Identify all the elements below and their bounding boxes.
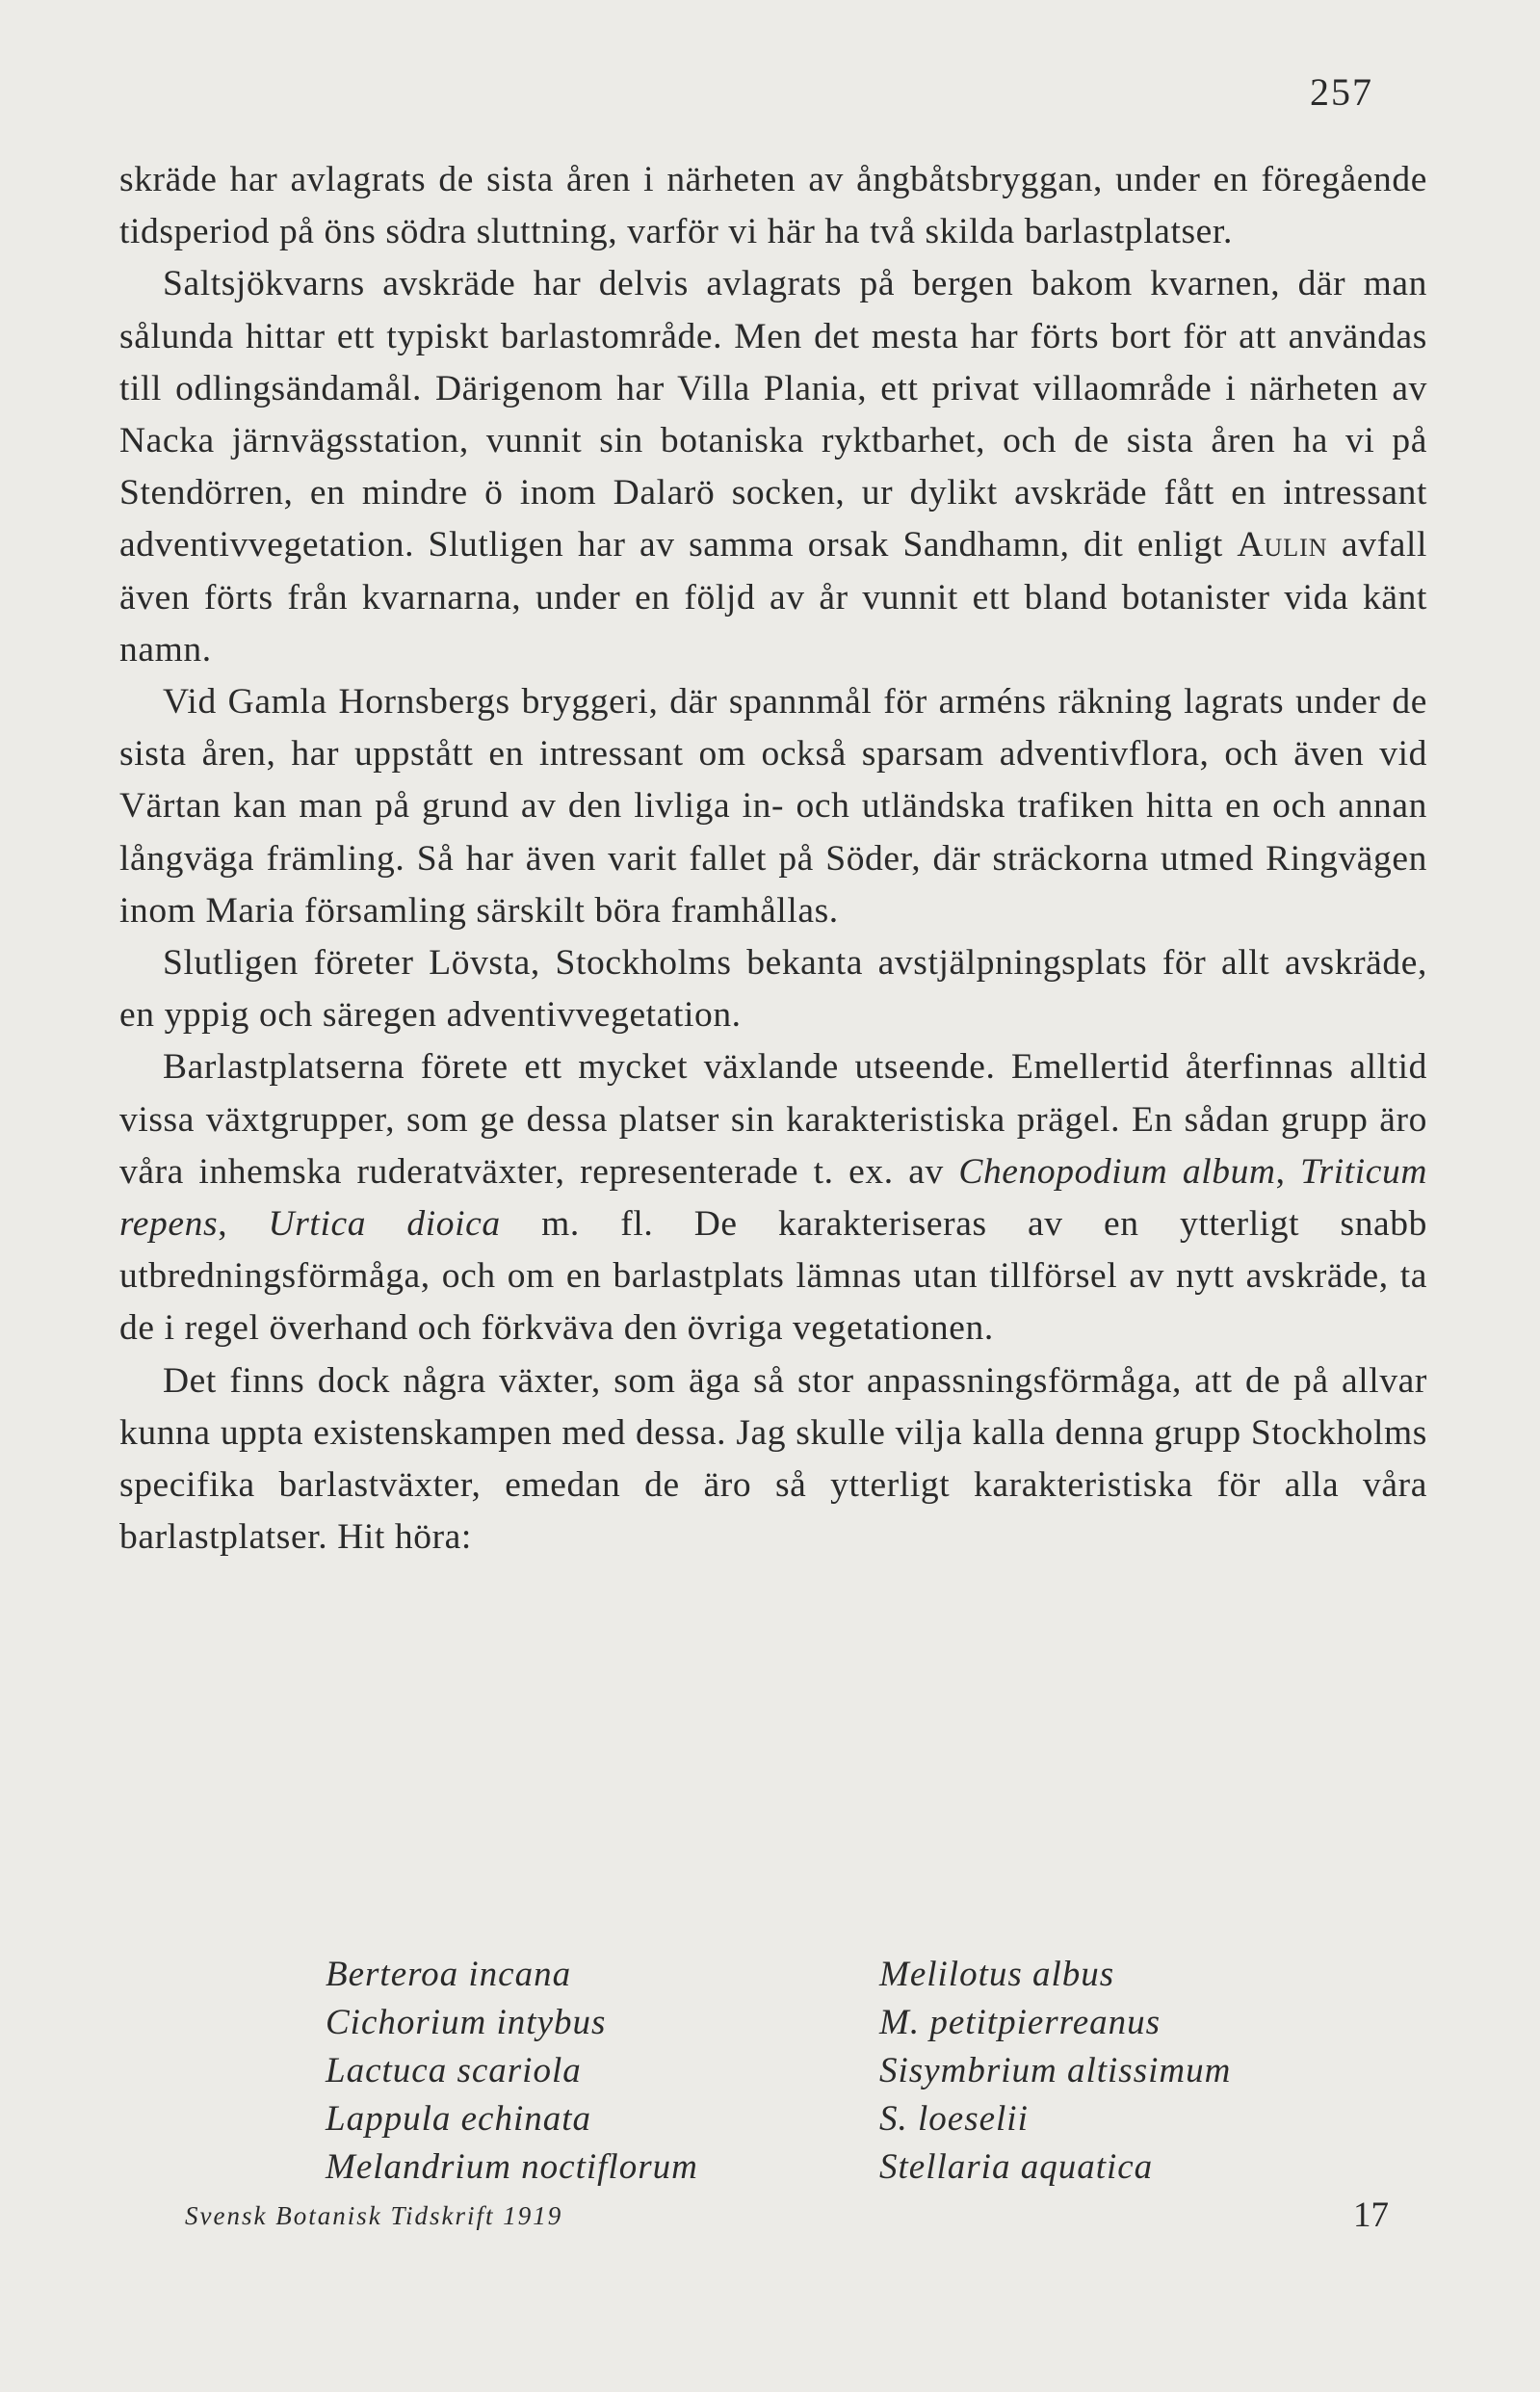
species-list-right [879, 1951, 1231, 2192]
text-run: , [1275, 1151, 1301, 1192]
footer-journal-title: Svensk Botanisk Tidskrift 1919 [185, 2201, 563, 2230]
footer-signature-mark: 17 [1353, 2195, 1389, 2235]
species-item: Cichorium intybus [326, 2003, 607, 2042]
paragraph [119, 154, 1427, 258]
species-list-left [326, 1951, 698, 2192]
species-item: Lactuca scariola [326, 2051, 582, 2090]
species-item: Stellaria aquatica [879, 2147, 1154, 2187]
species-item: Lappula echinata [326, 2099, 592, 2139]
species-name: Triticum repens [119, 1151, 1428, 1245]
species-item: Melandrium noctiflorum [326, 2147, 698, 2187]
text-run: Saltsjökvarns avskräde har delvis avlagrats på bergen bakom kvarnen, där man sålunda hittar ett typiskt barlastområde. Men det mesta har förts bort för att användas till odlingsändamål. Därigenom har Villa Plania, ett privat villaområde i närheten av Nacka järnvägsstation, vunnit sin botaniska ryktbarhet, och de sista åren ha vi på Stendörren, en mindre ö inom Dalarö socken, ur dylikt avskräde fått en intressant adventivvegetation. Slutligen har av samma orsak Sandhamn, dit enligt [119, 264, 1427, 565]
paragraph [119, 258, 1427, 676]
body-text [119, 154, 1427, 1564]
paragraph [119, 937, 1427, 1041]
species-name: Urtica dioica [268, 1204, 501, 1245]
author-name: Aulin [1237, 525, 1328, 565]
paragraph [119, 676, 1427, 937]
text-run: Det finns dock några växter, som äga så stor anpassningsförmåga, att de på allvar kunna uppta existenskampen med dessa. Jag skulle vilja kalla denna grupp Stockholms specifika barlastväxter, emedan de äro så ytterligt karakteristiska för alla våra barlastplatser. Hit höra: [119, 1360, 1427, 1558]
text-run: Slutligen företer Lövsta, Stockholms bekanta avstjälpningsplats för allt avskräde, en yppig och säregen adventivvegetation. [119, 943, 1427, 1036]
text-run: skräde har avlagrats de sista åren i närheten av ångbåtsbryggan, under en föregående tidsperiod på öns södra sluttning, varför vi här ha två skilda barlastplatser. [119, 160, 1427, 252]
species-item: M. petitpierreanus [879, 2003, 1162, 2042]
text-run: avfall även förts från kvarnarna, under en följd av år vunnit ett bland botanister vida känt namn. [119, 525, 1427, 670]
species-item: S. loeselii [879, 2099, 1029, 2139]
page-number: 257 [1310, 70, 1373, 114]
species-item: Melilotus albus [879, 1955, 1115, 1994]
text-run: m. fl. De karakteriseras av en ytterligt snabb utbredningsförmåga, och om en barlastplats lämnas utan tillförsel av nytt avskräde, ta de i regel överhand och förkväva den övriga vegetationen. [119, 1204, 1427, 1349]
text-run: Barlastplatserna förete ett mycket växlande utseende. Emellertid återfinnas alltid vissa växtgrupper, som ge dessa platser sin karakteristiska prägel. En sådan grupp äro våra inhemska ruderatväxter, representerade t. ex. av [119, 1047, 1427, 1192]
species-name: Chenopodium album [958, 1151, 1276, 1192]
text-run: , [218, 1204, 269, 1245]
species-item: Berteroa incana [326, 1955, 572, 1994]
species-item: Sisymbrium altissimum [879, 2051, 1232, 2090]
text-run: Vid Gamla Hornsbergs bryggeri, där spannmål för arméns räkning lagrats under de sista åren, har uppstått en intressant om också sparsam adventivflora, och även vid Värtan kan man på grund av den livliga in- och utländska trafiken hitta en och annan långväga främling. Så har även varit fallet på Söder, där sträckorna utmed Ringvägen inom Maria församling särskilt böra framhållas. [119, 682, 1427, 931]
paragraph [119, 1355, 1427, 1564]
paragraph [119, 1041, 1427, 1354]
